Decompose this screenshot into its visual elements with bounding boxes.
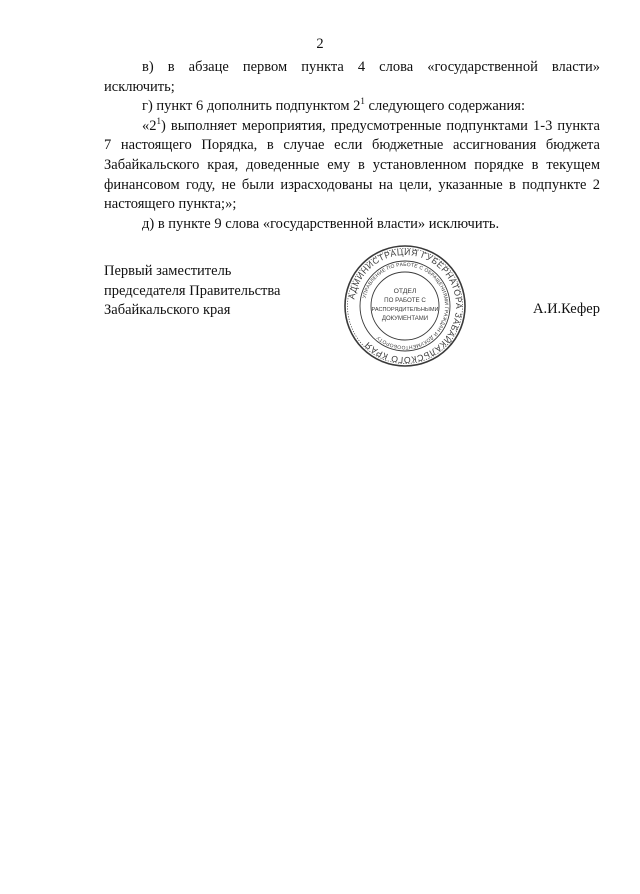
page-number: 2 [316,36,324,52]
official-seal [342,243,468,369]
seal-middle-ring [360,261,450,351]
seal-graphic [342,243,468,369]
seal-center-line4: ДОКУМЕНТАМИ [381,316,429,322]
signer-title-line3: Забайкальского края [104,302,231,319]
paragraph-v [104,58,600,78]
seal-inner-ring [371,272,439,340]
seal-center-line2: ПО РАБОТЕ С [384,297,426,304]
paragraph-g [104,97,600,117]
signer-title [104,262,280,321]
paragraph-v-line1: в) в абзаце первом пункта 4 слова «государственной власти» [142,59,600,75]
paragraph-g-text-b: следующего содержания: [364,98,525,115]
paragraph-2-1 [104,117,600,215]
paragraph-g-superscript: 1 [360,96,365,107]
paragraph-2-1-superscript: 1 [156,115,161,126]
seal-inner-text: УПРАВЛЕНИЕ ПО РАБОТЕ С ОБРАЩЕНИЯМИ ГРАЖДАН И ДОКУМЕНТООБОРОТУ [361,261,450,351]
signer-title-line1: Первый заместитель [104,263,232,279]
paragraph-2-1-text-a: «2 [142,117,157,134]
paragraph-d [104,215,600,235]
seal-center-line1: ОТДЕЛ [393,288,417,295]
paragraph-v-continuation [104,78,600,98]
signer-name: А.И.Кефер [532,301,600,317]
signer-title-line2: председателя Правительства [104,282,281,299]
seal-outer-text: АДМИНИСТРАЦИЯ ГУБЕРНАТОРА ЗАБАЙКАЛЬСКОГО КРАЯ [346,246,465,366]
paragraph-2-1-text-b: ) выполняет мероприятия, предусмотренные подпунктами 1-3 пункта 7 настоящего Порядка, в случае если бюджетные ассигнования бюджета Забайкальского края, доведенные ему в установленном порядке в текущем финансовом году, не были израсходованы на цели, указанные в подпункте 2 настоящего пункта;»; [104,117,600,213]
paragraph-d-text: д) в пункте 9 слова «государственной власти» исключить. [142,215,500,232]
paragraph-g-text-a: г) пункт 6 дополнить подпунктом 2 [142,98,361,115]
document-body [104,58,600,234]
paragraph-v-line2: исключить; [104,78,175,95]
seal-center-line3: РАСПОРЯДИТЕЛЬНЫМИ [371,307,439,313]
